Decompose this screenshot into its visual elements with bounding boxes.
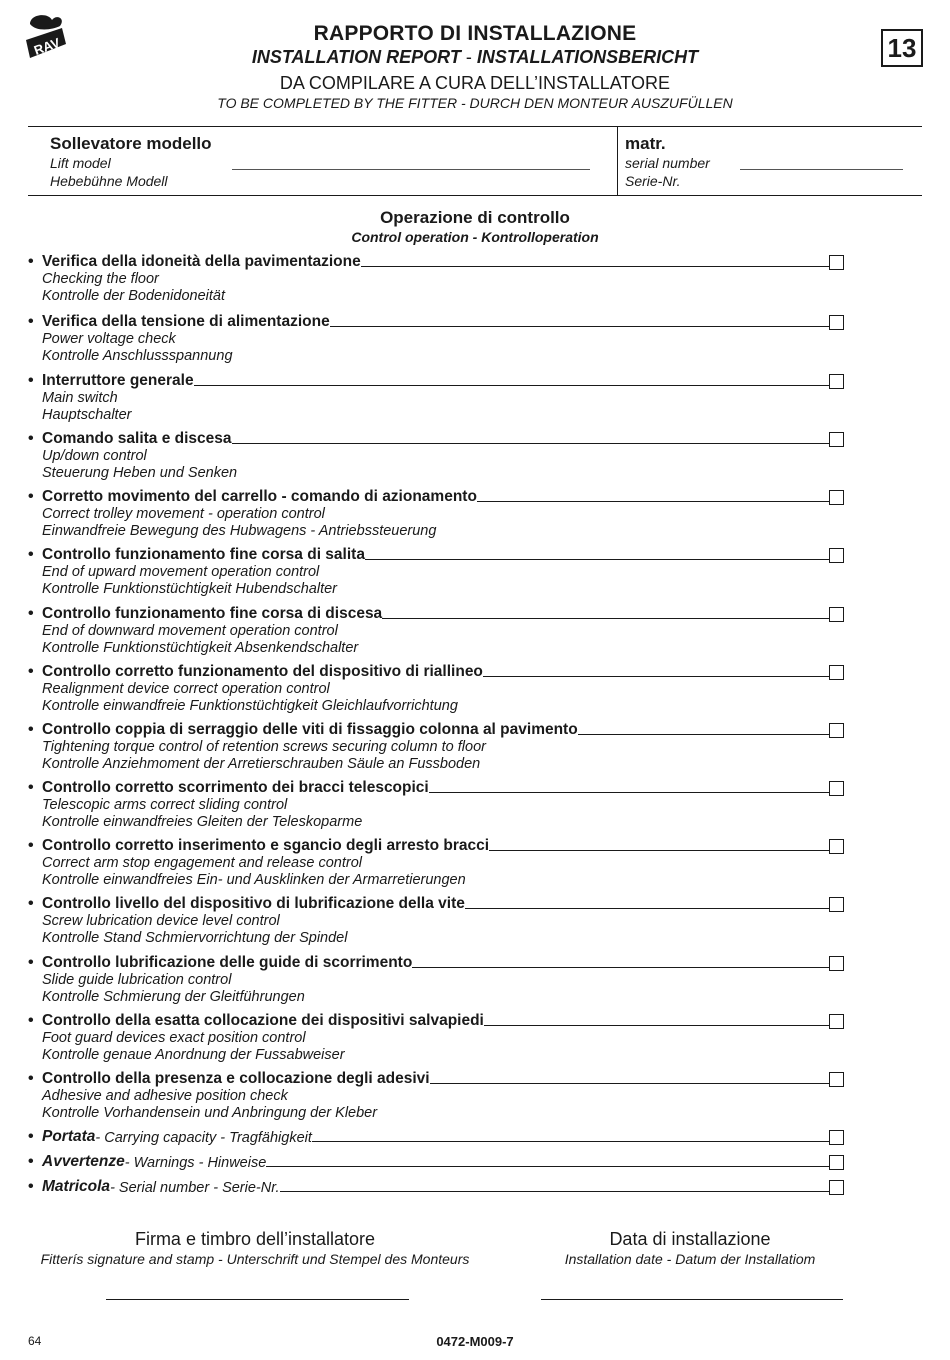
item-label-it: Comando salita e discesa [42,430,232,447]
item-label-en: Slide guide lubrication control [42,972,232,988]
title-it: RAPPORTO DI INSTALLAZIONE [313,22,637,45]
item-label-en: End of upward movement operation control [42,564,320,580]
bullet-icon: • [28,954,34,971]
bullet-icon: • [28,488,34,505]
fill-line [477,501,829,502]
title-en-de [0,46,950,68]
bullet-icon: • [28,1070,34,1087]
fill-line [232,443,829,444]
checkbox[interactable] [829,255,844,270]
checklist-item [28,486,844,540]
fill-line [429,792,829,793]
item-label-en-de: - Serial number - Serie-Nr. [110,1180,280,1196]
bullet-icon: • [28,372,34,389]
fill-line [194,385,829,386]
bullet-icon: • [28,837,34,854]
page-number: 64 [28,1334,42,1348]
item-label-de: Kontrolle Funktionstüchtigkeit Hubendschalter [42,581,337,597]
checkbox[interactable] [829,1180,844,1195]
item-label-de: Hauptschalter [42,407,132,423]
checkbox[interactable] [829,665,844,680]
bullet-icon: • [28,663,34,680]
checklist-item-short [28,1176,844,1196]
checkbox[interactable] [829,432,844,447]
checkbox[interactable] [829,1155,844,1170]
fill-line [412,967,829,968]
item-label-it: Controllo corretto inserimento e sgancio degli arresto bracci [42,837,490,854]
fill-line [382,618,829,619]
fill-line [312,1141,829,1142]
checklist-item-short [28,1151,844,1171]
item-label-en: Realignment device correct operation control [42,681,330,697]
item-label-de: Kontrolle einwandfreies Ein- und Ausklinken der Armarretierungen [42,872,466,888]
bullet-icon: • [28,1153,34,1170]
lift-model-label [50,134,212,190]
divider-bottom [28,195,922,196]
item-label-it: Portata [42,1128,96,1145]
item-label-it: Controllo funzionamento fine corsa di salita [42,546,365,563]
checkbox[interactable] [829,839,844,854]
checklist-item [28,719,844,773]
item-label-en: Correct trolley movement - operation control [42,506,325,522]
checkbox[interactable] [829,1130,844,1145]
fill-line [578,734,829,735]
item-label-en: End of downward movement operation control [42,623,338,639]
lift-model-it: Sollevatore modello [50,134,212,153]
item-label-it: Controllo della esatta collocazione dei dispositivi salvapiedi [42,1012,484,1029]
checklist-item [28,1010,844,1064]
fill-line [489,850,829,851]
checklist-item [28,1068,844,1122]
serial-en: serial number [625,155,710,171]
checklist-item [28,603,844,657]
item-label-it: Controllo lubrificazione delle guide di scorrimento [42,954,413,971]
bullet-icon: • [28,1012,34,1029]
divider-vertical [617,126,618,196]
fill-line [280,1191,829,1192]
bullet-icon: • [28,253,34,270]
item-label-it: Controllo funzionamento fine corsa di discesa [42,605,383,622]
item-label-de: Kontrolle einwandfreies Gleiten der Teleskoparme [42,814,363,830]
install-date-label [530,1228,850,1268]
bullet-icon: • [28,546,34,563]
checklist-item [28,952,844,1006]
item-label-en: Checking the floor [42,271,159,287]
install-date-en-de: Installation date - Datum der Installatiom [564,1251,816,1267]
item-label-it: Controllo livello del dispositivo di lubrificazione della vite [42,895,465,912]
signature-it: Firma e timbro dell’installatore [134,1229,376,1249]
item-label-it: Controllo coppia di serraggio delle viti di fissaggio colonna al pavimento [42,721,578,738]
item-label-en-de: - Warnings - Hinweise [124,1155,267,1171]
checklist-item-short [28,1126,844,1146]
item-label-it: Verifica della tensione di alimentazione [42,313,330,330]
item-label-de: Kontrolle einwandfreie Funktionstüchtigkeit Gleichlaufvorrichtung [42,698,458,714]
section-number-box: 13 [881,29,923,67]
subtitle-it: DA COMPILARE A CURA DELL’INSTALLATORE [279,73,671,93]
checkbox[interactable] [829,1072,844,1087]
serial-number-field[interactable] [740,169,903,170]
serial-de: Serie-Nr. [625,173,681,189]
bullet-icon: • [28,1128,34,1145]
bullet-icon: • [28,605,34,622]
fill-line [483,676,829,677]
fill-line [465,908,829,909]
item-label-it: Controllo della presenza e collocazione degli adesivi [42,1070,430,1087]
fill-line [330,326,829,327]
checklist-item [28,893,844,947]
section-heading [0,208,950,246]
signature-field[interactable] [106,1299,409,1300]
item-label-de: Kontrolle Funktionstüchtigkeit Absenkendschalter [42,640,359,656]
document-code: 0472-M009-7 [436,1334,514,1349]
checklist-item [28,370,844,424]
serial-it: matr. [625,134,666,153]
item-label-de: Kontrolle genaue Anordnung der Fussabweiser [42,1047,345,1063]
checkbox[interactable] [829,490,844,505]
checkbox[interactable] [829,548,844,563]
checklist-item [28,251,844,305]
item-label-de: Kontrolle Anziehmoment der Arretierschrauben Säule an Fussboden [42,756,481,772]
checklist-item [28,661,844,715]
signature-label [10,1228,500,1268]
serial-number-label [625,134,710,190]
title-separator: - [460,47,477,67]
item-label-it: Verifica della idoneità della pavimentazione [42,253,361,270]
item-label-de: Kontrolle Vorhandensein und Anbringung der Kleber [42,1105,378,1121]
item-label-de: Einwandfreie Bewegung des Hubwagens - Antriebssteuerung [42,523,437,539]
lift-model-de: Hebebühne Modell [50,173,168,189]
item-label-it: Matricola [42,1178,111,1195]
divider-top [28,126,922,127]
signature-en-de: Fitterís signature and stamp - Unterschrift und Stempel des Monteurs [40,1251,470,1267]
checkbox[interactable] [829,374,844,389]
item-label-en: Adhesive and adhesive position check [42,1088,288,1104]
checklist-item [28,544,844,598]
fill-line [484,1025,829,1026]
checklist-item [28,428,844,482]
item-label-de: Kontrolle Stand Schmiervorrichtung der Spindel [42,930,348,946]
install-date-it: Data di installazione [609,1229,771,1249]
bullet-icon: • [28,779,34,796]
lift-model-field[interactable] [232,169,590,170]
bullet-icon: • [28,895,34,912]
item-label-it: Controllo corretto scorrimento dei bracci telescopici [42,779,429,796]
section-title-en-de: Control operation - Kontrolloperation [351,229,599,245]
section-title-it: Operazione di controllo [380,208,570,227]
checklist-item [28,835,844,889]
checkbox[interactable] [829,1014,844,1029]
bullet-icon: • [28,313,34,330]
item-label-en: Screw lubrication device level control [42,913,280,929]
fill-line [365,559,829,560]
fill-line [361,266,829,267]
checkbox[interactable] [829,956,844,971]
logo-text: RAV [31,34,62,58]
bullet-icon: • [28,721,34,738]
lift-model-en: Lift model [50,155,111,171]
item-label-en: Tightening torque control of retention screws securing column to floor [42,739,486,755]
item-label-it: Controllo corretto funzionamento del dispositivo di riallineo [42,663,483,680]
checkbox[interactable] [829,607,844,622]
item-label-it: Avvertenze [42,1153,125,1170]
checkbox[interactable] [829,315,844,330]
install-date-field[interactable] [541,1299,843,1300]
fill-line [266,1166,829,1167]
checklist-item [28,311,844,365]
title-de: INSTALLATIONSBERICHT [476,47,699,67]
item-label-de: Kontrolle Anschlussspannung [42,348,233,364]
item-label-en: Power voltage check [42,331,176,347]
title-en: INSTALLATION REPORT [251,47,461,67]
item-label-en-de: - Carrying capacity - Tragfähigkeit [95,1130,312,1146]
document-header [0,22,950,112]
item-label-en: Telescopic arms correct sliding control [42,797,288,813]
fill-line [430,1083,829,1084]
bullet-icon: • [28,430,34,447]
item-label-de: Kontrolle der Bodenidoneität [42,288,225,304]
checkbox[interactable] [829,781,844,796]
item-label-en: Main switch [42,390,118,406]
checklist-item [28,777,844,831]
item-label-en: Correct arm stop engagement and release control [42,855,362,871]
item-label-de: Steuerung Heben und Senken [42,465,238,481]
item-label-it: Interruttore generale [42,372,194,389]
item-label-de: Kontrolle Schmierung der Gleitführungen [42,989,305,1005]
item-label-en: Up/down control [42,448,147,464]
checkbox[interactable] [829,723,844,738]
bullet-icon: • [28,1178,34,1195]
checkbox[interactable] [829,897,844,912]
item-label-it: Corretto movimento del carrello - comando di azionamento [42,488,477,505]
subtitle-en-de: TO BE COMPLETED BY THE FITTER - DURCH DEN MONTEUR AUSZUFÜLLEN [217,95,733,111]
item-label-en: Foot guard devices exact position control [42,1030,306,1046]
